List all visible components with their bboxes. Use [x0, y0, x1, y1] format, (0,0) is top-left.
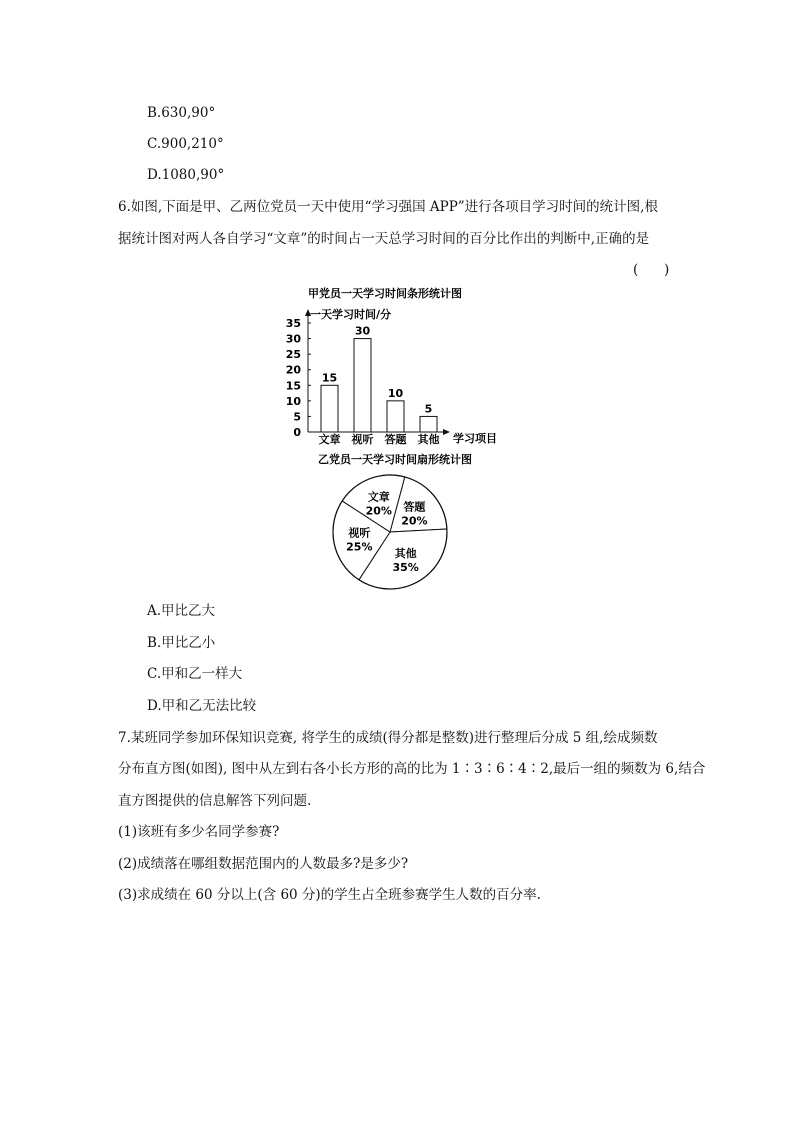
pie-slice-percent: 25%: [346, 540, 373, 554]
bar-y-tick-label: 10: [285, 394, 301, 408]
q7-sub-question-3: (3)求成绩在 60 分以上(含 60 分)的学生占全班参赛学生人数的百分率.: [118, 887, 541, 903]
bar-chart-xlabel: 学习项目: [453, 432, 497, 445]
bar-y-tick-label: 30: [285, 332, 301, 346]
bar-chart-jia: [270, 282, 520, 452]
pie-chart-yi: [290, 449, 500, 591]
q5-option-d: D.1080,90°: [147, 167, 225, 183]
bar-value-label: 30: [354, 324, 371, 338]
q7-sub-question-1: (1)该班有多少名同学参赛?: [118, 824, 280, 840]
q6-answer-parentheses: ( ): [633, 262, 670, 278]
bar-y-tick-label: 0: [293, 426, 301, 439]
pie-slice-percent: 20%: [365, 504, 392, 518]
q5-option-b: B.630,90°: [147, 105, 216, 121]
pie-slice-label: 其他: [394, 547, 417, 561]
bar-chart-ylabel: 一天学习时间/分: [310, 308, 392, 321]
bar-chart-title: 甲党员一天学习时间条形统计图: [308, 287, 462, 300]
q5-option-c: C.900,210°: [147, 136, 224, 152]
q7-stem-line2: 分布直方图(如图), 图中从左到右各小长方形的高的比为 1∶3∶6∶4∶2,最后一组的频数为 6,结合: [118, 761, 706, 777]
bar-category-label: 答题: [384, 433, 407, 446]
bar-x-axis-arrow: [443, 429, 450, 435]
bar: [420, 416, 437, 432]
pie-slice-label: 视听: [348, 526, 371, 540]
bar: [354, 339, 371, 432]
q6-option-b: B.甲比乙小: [147, 635, 216, 651]
bar-category-label: 其他: [417, 433, 440, 446]
bar-y-tick-label: 5: [293, 410, 301, 424]
bar-y-tick-label: 35: [285, 317, 301, 330]
bar: [321, 385, 338, 432]
q7-stem-line3: 直方图提供的信息解答下列问题.: [118, 793, 312, 809]
bar-y-tick-label: 15: [285, 379, 301, 393]
q6-option-d: D.甲和乙无法比较: [147, 698, 257, 714]
pie-chart-title: 乙党员一天学习时间扇形统计图: [318, 453, 472, 466]
q7-sub-question-2: (2)成绩落在哪组数据范围内的人数最多?是多少?: [118, 856, 409, 872]
bar-value-label: 10: [387, 386, 404, 400]
bar: [387, 401, 404, 432]
q6-option-a: A.甲比乙大: [147, 603, 216, 619]
bar-value-label: 15: [321, 371, 338, 385]
q6-stem-line2: 据统计图对两人各自学习“文章”的时间占一天总学习时间的百分比作出的判断中,正确的是: [118, 231, 650, 247]
pie-slice-percent: 20%: [401, 514, 428, 528]
bar-y-tick-label: 25: [285, 348, 301, 362]
q7-stem-line1: 7.某班同学参加环保知识竞赛, 将学生的成绩(得分都是整数)进行整理后分成 5 组,绘成频数: [118, 730, 658, 746]
bar-value-label: 5: [424, 402, 433, 416]
pie-slice-percent: 35%: [392, 561, 419, 575]
bar-y-tick-label: 20: [285, 363, 301, 377]
pie-slice-label: 答题: [403, 500, 426, 514]
q6-option-c: C.甲和乙一样大: [147, 666, 243, 682]
q6-stem-line1: 6.如图,下面是甲、乙两位党员一天中使用“学习强国 APP”进行各项目学习时间的统计图,根: [118, 199, 658, 215]
bar-category-label: 文章: [318, 433, 341, 446]
pie-slice-label: 文章: [367, 490, 390, 504]
bar-category-label: 视听: [351, 433, 374, 446]
